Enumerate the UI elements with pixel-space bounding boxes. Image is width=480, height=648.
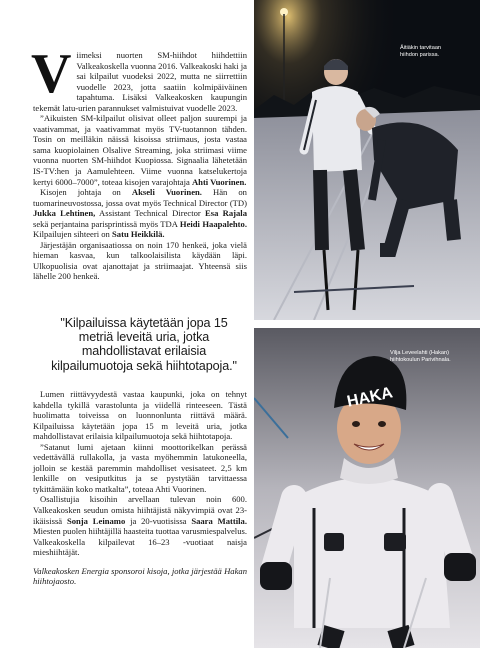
photo-child-skier <box>254 328 480 648</box>
drop-cap: V <box>31 43 72 105</box>
hat-text: HAKA <box>345 384 395 411</box>
intro-paragraph: Viimeksi nuorten SM-hiihdot hiihdettiin Valkeakoskella vuonna 2016. Valkeakoski haki ja sai kilpailut vuodeksi 2022, mutta ne siirrettiin vuodelle 2023, jotta saatiin kolmipäiväinen tapahtuma. Lisäksi Valkeakosken kaupungin tekemät latu-urien parannukset valmistuivat vuodelle 2023. <box>31 43 247 113</box>
article-column-top <box>31 43 247 282</box>
paragraph-snow: Lumen riittävyydestä vastaa kaupunki, joka on tehnyt kahdella tykillä varastolunta ja viidellä rinteeseen. Tästä huolimatta toiveissa on luonnonlunta riittävä määrä. Kilpailuissa käytetään jopa 15 m leveitä uria, jotka mahdollistavat erilaisia kilpailumuotoja sekä hiihtotapoja. <box>33 389 247 442</box>
photo-2-illustration <box>254 328 480 648</box>
paragraph-tracks: ”Satanut lumi ajetaan kiinni moottorikelkan perässä vedettävällä rullakolla, ja vasta myöhemmin latukoneella, jolloin se kestää paremmin mahdolliset vesisateet. 2,5 km lenkille on vesiputkitus ja se pystytään tarvittaessa tykittämään koko matkalta”, toteaa Ahti Vuorinen. <box>33 441 247 494</box>
paragraph-staff: Järjestäjän organisaatiossa on noin 170 henkeä, joka vielä hieman kasvaa, kun talkoolaisilista käydään läpi. Ulkopuolisia ovat ajanottajat ja striimaajat. Yhteensä siis lähelle 200 henkeä. <box>33 239 247 282</box>
sponsor-note: Valkeakosken Energia sponsoroi kisoja, jotka järjestää Hakan hiihtojaosto. <box>33 565 247 587</box>
paragraph-organisers: Kisojen johtaja on Akseli Vuorinen. Hän on tuomarineuvostossa, jossa ovat myös Technical Director (TD) Jukka Lehtinen, Assistant Technical Director Esa Rajala sekä perjantaina parisprintissä myös TDA Heidi Haapalehto. Kilpailujen sihteeri on Satu Heikkilä. <box>33 187 247 240</box>
pull-quote: "Kilpailuissa käytetään jopa 15 metriä leveitä uria, jotka mahdollistavat erilaisia kilpailumuotoja sekä hiihtotapoja." <box>51 316 237 373</box>
article-column-bottom <box>33 389 247 587</box>
photo-1-caption: Äitiäkin tarvitaan hiihdon parissa. <box>400 45 442 58</box>
photo-2-caption: Vilja Leveelahti (Hakan) hiihtokoulun Parivihnala. <box>390 350 451 363</box>
paragraph-streaming: ”Aikuisten SM-kilpailut olisivat olleet paljon suurempi ja vaativammat, ja vaativammat myös TV-tuotannon tähden. Tosin on meilläkin näissä kisoissa striimaus, josta vastaa sama kuopiolainen Olsalive Streaming, joka striimasi viime vuonna nuorten SM-hiihdot Kuopiossa. Signaalia lähetetään IS-TV:hen ja Aamulehteen. Viime vuonna katselukertoja kertyi 6000–7000”, toteaa kisojen varajohtaja Ahti Vuorinen. <box>33 113 247 187</box>
paragraph-participants: Osallistujia kisoihin arvellaan tulevan noin 600. Valkeakosken seudun omista hiihtäjistä näkyvimpiä ovat 23-ikäisissä Sonja Leinamo ja 20-vuotisissa Saara Mattila. Miesten puolen hiihtäjillä haasteita tuottaa varusmiespalvelus. Valkeakoskella kilpailevat 16–23 -vuotiaat naisja mieshiihtäjät. <box>33 494 247 558</box>
